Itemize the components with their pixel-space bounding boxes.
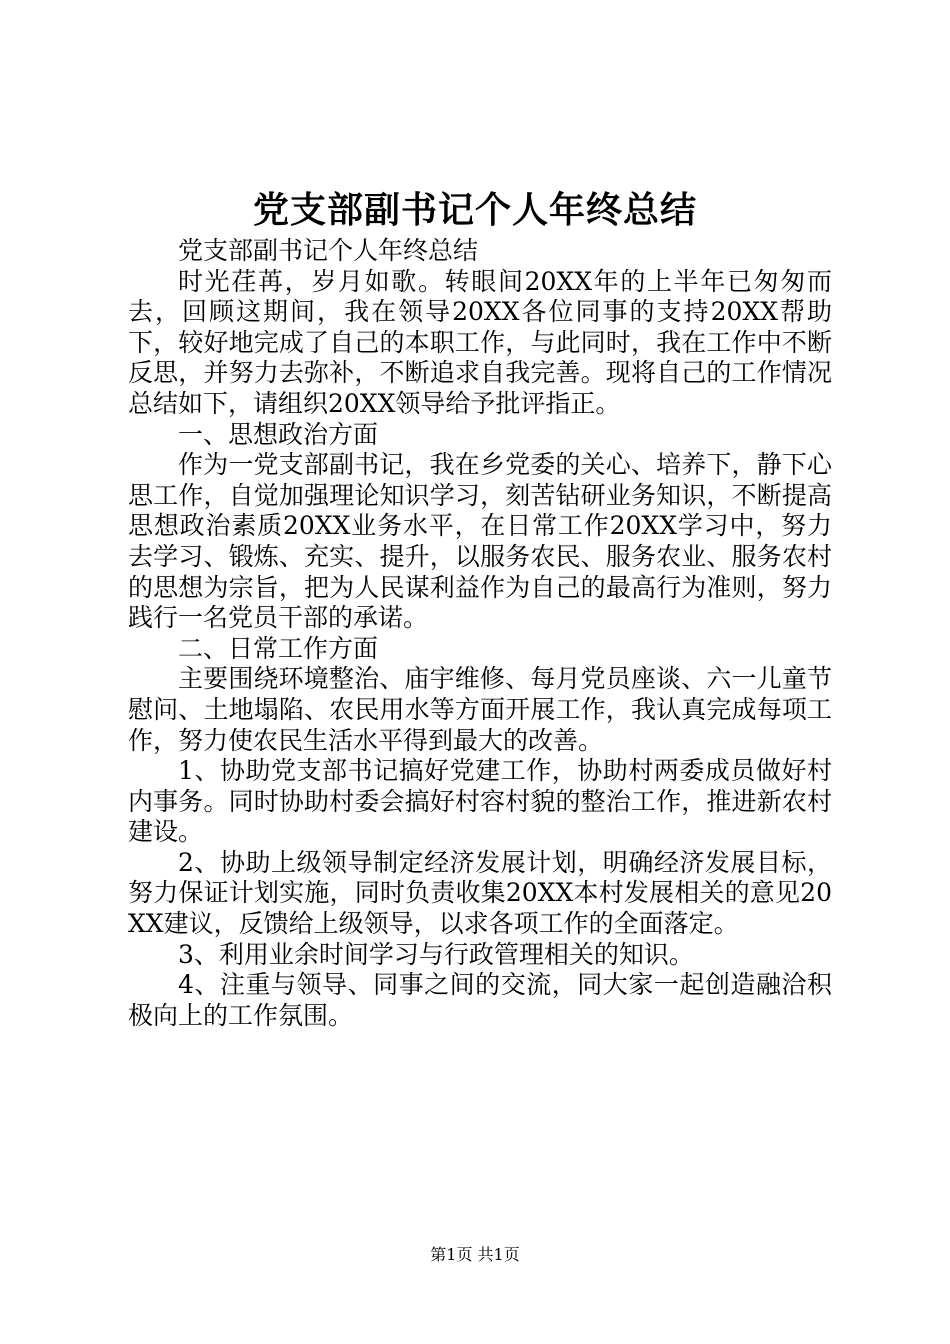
paragraph-subtitle: 党支部副书记个人年终总结: [178, 236, 479, 265]
paragraph-ideology: 作为一党支部副书记，我在乡党委的关心、培养下，静下心思工作，自觉加强理论知识学习，刻苦钻研业务知识，不断提高思想政治素质20XX业务水平，在日常工作20XX学习中，努力去学习、锻炼、充实、提升，以服务农民、服务农业、服务农村的思想为宗旨，把为人民谋利益作为自己的最高行为准则，努力践行一名党员干部的承诺。: [128, 450, 832, 633]
document-body: [128, 236, 832, 1031]
page-number-footer: 第1页 共1页: [430, 1245, 520, 1264]
list-item-3: 3、利用业余时间学习与行政管理相关的知识。: [178, 939, 694, 969]
list-item-4: 4、注重与领导、同事之间的交流，同大家一起创造融洽积极向上的工作氛围。: [128, 970, 832, 1030]
section-heading-ideology: 一、思想政治方面: [178, 419, 379, 449]
paragraph-intro: 时光荏苒，岁月如歌。转眼间20XX年的上半年已匆匆而去，回顾这期间，我在领导20XX各位同事的支持20XX帮助下，较好地完成了自己的本职工作，与此同时，我在工作中不断反思，并努力去弥补，不断追求自我完善。现将自己的工作情况总结如下，请组织20XX领导给予批评指正。: [128, 266, 832, 418]
paragraph-daily-work: 主要围绕环境整治、庙宇维修、每月党员座谈、六一儿童节慰问、土地塌陷、农民用水等方面开展工作，我认真完成每项工作，努力使农民生活水平得到最大的改善。: [128, 664, 832, 755]
section-heading-daily-work: 二、日常工作方面: [178, 633, 379, 663]
document-title: 党支部副书记个人年终总结: [252, 189, 697, 231]
list-item-2: 2、协助上级领导制定经济发展计划，明确经济发展目标，努力保证计划实施，同时负责收集20XX本村发展相关的意见20XX建议，反馈给上级领导，以求各项工作的全面落定。: [128, 847, 832, 939]
list-item-1: 1、协助党支部书记搞好党建工作，协助村两委成员做好村内事务。同时协助村委会搞好村容村貌的整治工作，推进新农村建设。: [128, 756, 832, 847]
